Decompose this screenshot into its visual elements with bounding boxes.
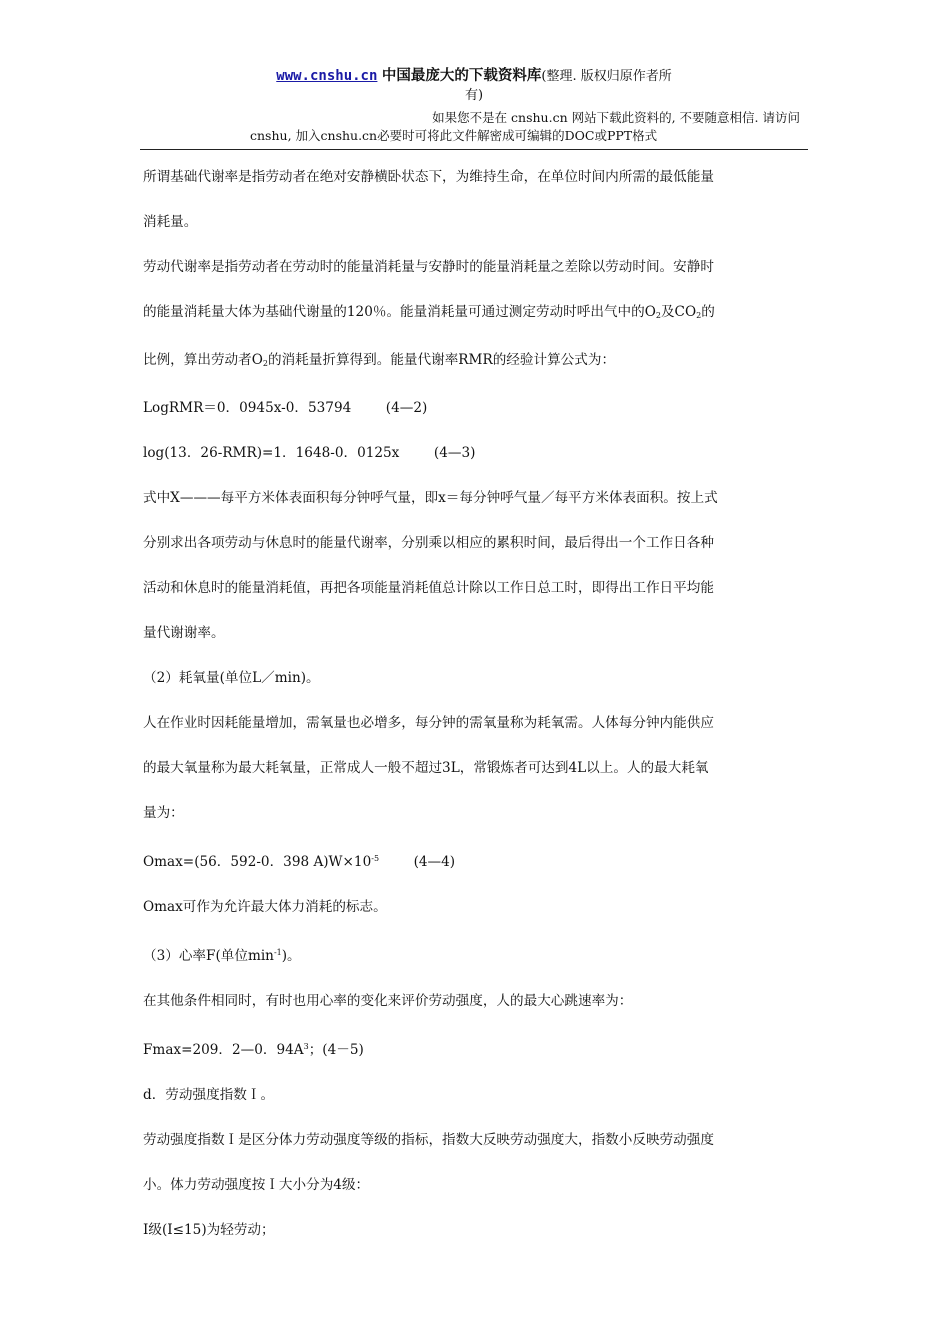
paragraph-line: 在其他条件相同时，有时也用心率的变化来评价劳动强度，人的最大心跳速率为： xyxy=(143,993,633,1009)
formula-line xyxy=(143,836,811,885)
paragraph-line: 消耗量。 xyxy=(143,214,198,230)
site-link[interactable]: www.cnshu.cn xyxy=(276,68,378,84)
paragraph-line: 式中X———每平方米体表面积每分钟呼气量，即x＝每分钟呼气量／每平方米体表面积。按上式 xyxy=(143,490,718,506)
copyright-note: (整理. 版权归原作者所 xyxy=(541,69,672,84)
section-heading: d．劳动强度指数Ｉ。 xyxy=(143,1087,275,1103)
paragraph-line: 人在作业时因耗能量增加，需氧量也必增多，每分钟的需氧量称为耗氧需。人体每分钟内能供应 xyxy=(143,715,714,731)
text-run: 的 xyxy=(701,304,715,320)
paragraph-line: 量为： xyxy=(143,805,184,821)
text-run: 及CO xyxy=(660,304,697,320)
copyright-note-cont: 有) xyxy=(464,88,484,103)
site-title: 中国最庞大的下载资料库 xyxy=(381,67,542,84)
download-notice: 如果您不是在 cnshu.cn 网站下载此资料的, 不要随意相信. 请访问 xyxy=(432,110,800,125)
subscript: 2 xyxy=(262,359,268,368)
text-run: )。 xyxy=(281,948,301,964)
paragraph-line: 小。体力劳动强度按Ｉ大小分为4级： xyxy=(143,1177,370,1193)
paragraph-line: 劳动强度指数Ｉ是区分体力劳动强度等级的指标，指数大反映劳动强度大，指数小反映劳动强度 xyxy=(143,1132,714,1148)
formula-line: LogRMR＝0．0945x-0．53794 (4—2) xyxy=(143,400,428,416)
subscript: 2 xyxy=(696,311,702,320)
superscript: 3 xyxy=(303,1042,309,1051)
text-run: (4—4) xyxy=(379,854,456,870)
text-run: 比例，算出劳动者O xyxy=(143,352,263,368)
section-heading: （2）耗氧量(单位L／min)。 xyxy=(143,670,320,686)
download-notice-cont: cnshu, 加入cnshu.cn必要时可将此文件解密成可编辑的DOC或PPT格式 xyxy=(250,128,658,143)
paragraph-line: 劳动代谢率是指劳动者在劳动时的能量消耗量与安静时的能量消耗量之差除以劳动时间。安静时 xyxy=(143,259,714,275)
text-run: Fmax=209．2—0．94A xyxy=(143,1042,304,1058)
paragraph-line: 所谓基础代谢率是指劳动者在绝对安静横卧状态下，为维持生命，在单位时间内所需的最低能量 xyxy=(143,169,714,185)
paragraph-line xyxy=(143,338,811,386)
text-run: 的能量消耗量大体为基础代谢量的120％。能量消耗量可通过测定劳动时呼出气中的O xyxy=(143,304,656,320)
paragraph-line: Omax可作为允许最大体力消耗的标志。 xyxy=(143,899,387,915)
subscript: 2 xyxy=(655,311,661,320)
formula-line xyxy=(143,1024,811,1073)
paragraph-line xyxy=(143,290,811,338)
superscript: -1 xyxy=(273,948,282,957)
text-run: 的消耗量折算得到。能量代谢率RMR的经验计算公式为： xyxy=(268,352,616,368)
text-run: Omax=(56．592-0．398 A)W×10 xyxy=(143,854,372,870)
text-run: ；(4－5) xyxy=(308,1042,364,1058)
text-run: （3）心率F(单位min xyxy=(143,948,274,964)
paragraph-line: 活动和休息时的能量消耗值，再把各项能量消耗值总计除以工作日总工时，即得出工作日平均能 xyxy=(143,580,714,596)
page-header xyxy=(140,66,808,145)
header-title-line xyxy=(140,66,808,87)
paragraph-line: Ⅰ级(I≤15)为轻劳动； xyxy=(143,1222,275,1238)
formula-line: log(13．26-RMR)=1．1648-0．0125x (4—3) xyxy=(143,445,476,461)
paragraph-line: 的最大氧量称为最大耗氧量，正常成人一般不超过3L，常锻炼者可达到4L以上。人的最大耗氧 xyxy=(143,760,709,776)
header-divider xyxy=(140,149,808,150)
section-heading xyxy=(143,930,811,979)
superscript: -5 xyxy=(371,854,380,863)
document-body xyxy=(143,155,811,1253)
paragraph-line: 量代谢谢率。 xyxy=(143,625,225,641)
paragraph-line: 分别求出各项劳动与休息时的能量代谢率，分别乘以相应的累积时间，最后得出一个工作日各种 xyxy=(143,535,714,551)
